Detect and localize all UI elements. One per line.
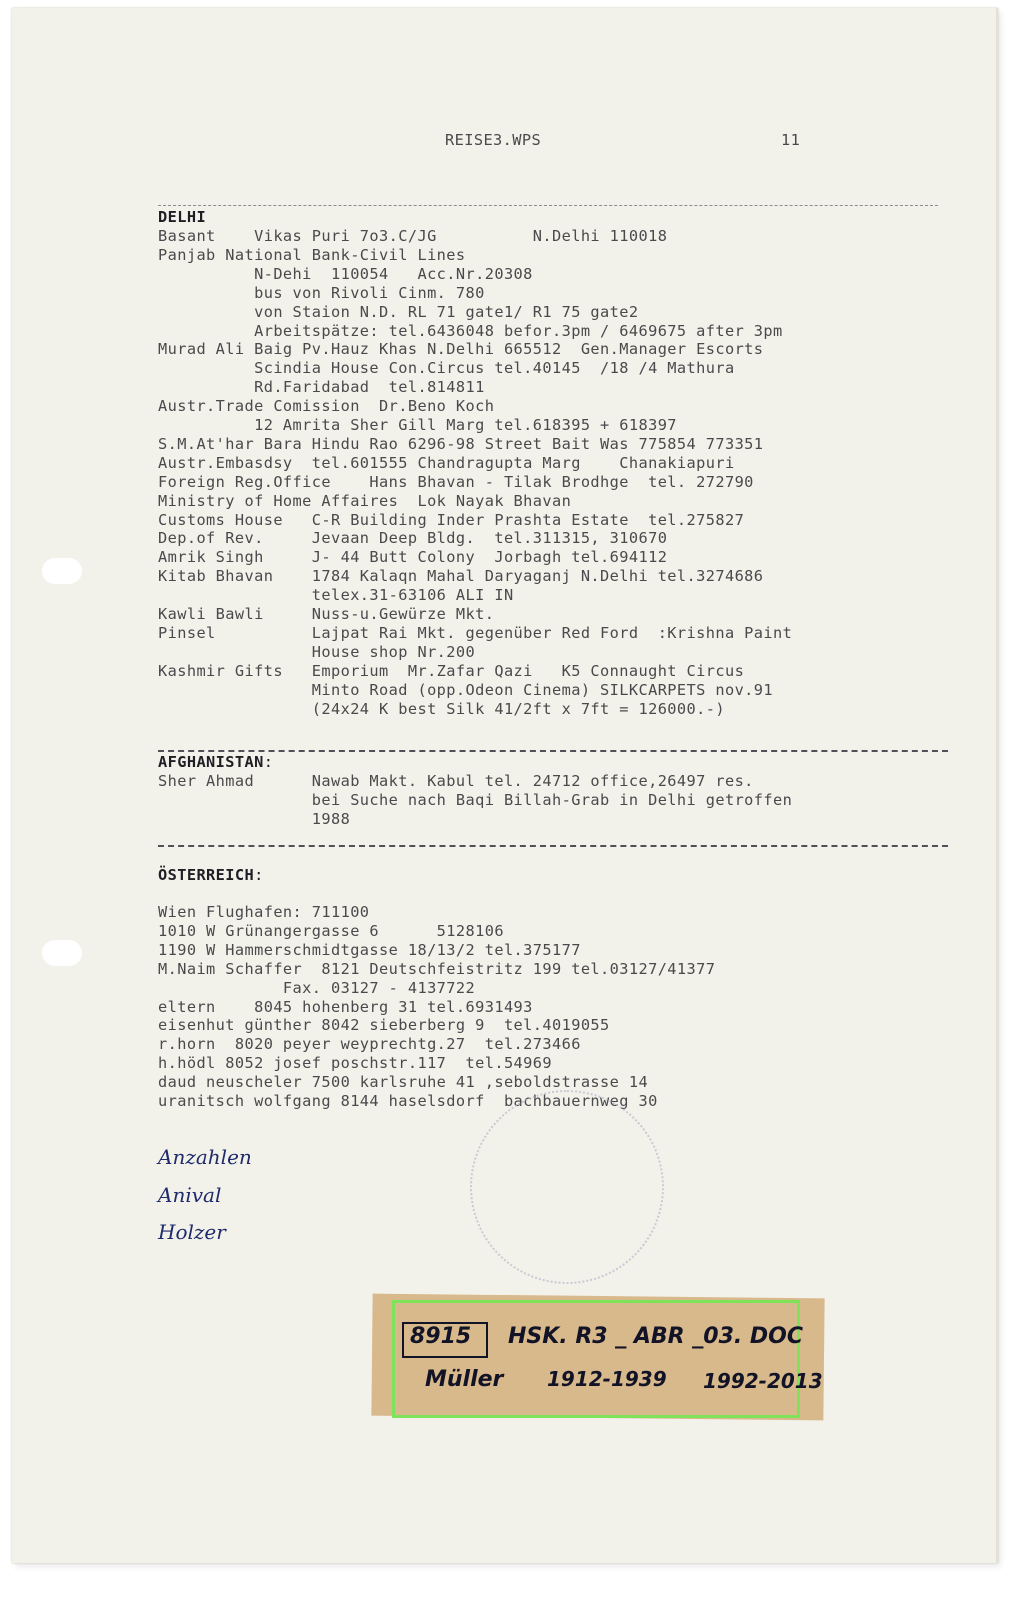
text-line: bus von Rivoli Cinm. 780 bbox=[158, 283, 485, 302]
oesterreich-title-text: ÖSTERREICH bbox=[158, 866, 255, 884]
text-line: Customs House C-R Building Inder Prashta Estate tel.275827 bbox=[158, 510, 745, 529]
text-line: Foreign Reg.Office Hans Bhavan - Tilak Brodhge tel. 272790 bbox=[158, 472, 754, 491]
faint-stamp bbox=[470, 1090, 664, 1284]
text-line: 1010 W Grünangergasse 6 5128106 bbox=[158, 921, 504, 940]
text-line: eltern 8045 hohenberg 31 tel.6931493 bbox=[158, 997, 533, 1016]
text-line: Dep.of Rev. Jevaan Deep Bldg. tel.311315, 310670 bbox=[158, 529, 668, 548]
section-title-afghanistan bbox=[158, 753, 273, 772]
text-line: Murad Ali Baig Pv.Hauz Khas N.Delhi 665512 Gen.Manager Escorts bbox=[158, 340, 764, 359]
section-title-delhi: DELHI bbox=[158, 208, 207, 226]
text-line: r.horn 8020 peyer weyprechtg.27 tel.273466 bbox=[158, 1035, 581, 1054]
text-line: Kashmir Gifts Emporium Mr.Zafar Qazi K5 Connaught Circus bbox=[158, 661, 745, 680]
text-line: telex.31-63106 ALI IN bbox=[158, 586, 514, 605]
text-line: Arbeitspätze: tel.6436048 befor.3pm / 6469675 after 3pm bbox=[158, 321, 783, 340]
archive-filename: HSK. R3 _ ABR _03. DOC bbox=[508, 1324, 804, 1349]
text-line: Kawli Bawli Nuss-u.Gewürze Mkt. bbox=[158, 605, 495, 623]
text-line: 1988 bbox=[158, 809, 351, 828]
text-line: bei Suche nach Baqi Billah-Grab in Delhi getroffen bbox=[158, 790, 793, 809]
separator bbox=[158, 750, 948, 752]
doc-filename: REISE3.WPS bbox=[445, 131, 542, 149]
text-line: N-Dehi 110054 Acc.Nr.20308 bbox=[158, 264, 533, 283]
text-line: Sher Ahmad Nawab Makt. Kabul tel. 24712 office,26497 res. bbox=[158, 772, 754, 790]
text-line: 12 Amrita Sher Gill Marg tel.618395 + 618397 bbox=[158, 416, 677, 434]
archive-years-1: 1912-1939 bbox=[547, 1367, 667, 1391]
text-line: Wien Flughafen: 711100 bbox=[158, 903, 370, 921]
text-line: Fax. 03127 - 4137722 bbox=[158, 978, 476, 997]
archive-code: 8915 bbox=[410, 1324, 472, 1349]
afghanistan-title-text: AFGHANISTAN bbox=[158, 753, 264, 771]
page-number: 11 bbox=[781, 131, 801, 149]
afghanistan-colon: : bbox=[263, 753, 274, 771]
text-line: Austr.Trade Comission Dr.Beno Koch bbox=[158, 397, 495, 416]
handwritten-note: Anival bbox=[158, 1183, 222, 1207]
text-line: Austr.Embasdsy tel.601555 Chandragupta Marg Chanakiapuri bbox=[158, 453, 735, 472]
separator bbox=[158, 205, 938, 206]
text-line: Scindia House Con.Circus tel.40145 /18 /4 Mathura bbox=[158, 359, 735, 378]
text-line: Minto Road (opp.Odeon Cinema) SILKCARPETS nov.91 bbox=[158, 680, 774, 699]
handwritten-note: Anzahlen bbox=[158, 1145, 252, 1169]
text-line: S.M.At'har Bara Hindu Rao 6296-98 Street Bait Was 775854 773351 bbox=[158, 434, 764, 453]
text-line: von Staion N.D. RL 71 gate1/ R1 75 gate2 bbox=[158, 302, 639, 321]
text-line: (24x24 K best Silk 41/2ft x 7ft = 126000.-) bbox=[158, 699, 725, 718]
punch-hole bbox=[42, 558, 82, 584]
text-line: House shop Nr.200 bbox=[158, 642, 476, 661]
handwritten-note: Holzer bbox=[158, 1220, 226, 1244]
text-line: Rd.Faridabad tel.814811 bbox=[158, 378, 485, 397]
text-line: Amrik Singh J- 44 Butt Colony Jorbagh tel.694112 bbox=[158, 548, 668, 567]
archive-years-2: 1992-2013 bbox=[703, 1369, 823, 1393]
text-line: eisenhut günther 8042 sieberberg 9 tel.4019055 bbox=[158, 1016, 610, 1035]
text-line: Pinsel Lajpat Rai Mkt. gegenüber Red Ford :Krishna Paint bbox=[158, 623, 793, 642]
oesterreich-colon: : bbox=[254, 866, 264, 884]
punch-hole bbox=[42, 940, 82, 966]
section-title-oesterreich bbox=[158, 866, 264, 885]
text-line: Kitab Bhavan 1784 Kalaqn Mahal Daryaganj N.Delhi tel.3274686 bbox=[158, 567, 764, 586]
text-line: daud neuscheler 7500 karlsruhe 41 ,seboldstrasse 14 bbox=[158, 1073, 649, 1092]
text-line: uranitsch wolfgang 8144 haselsdorf bachbauernweg 30 bbox=[158, 1092, 658, 1110]
text-line: M.Naim Schaffer 8121 Deutschfeistritz 199 tel.03127/41377 bbox=[158, 959, 716, 978]
text-line: 1190 W Hammerschmidtgasse 18/13/2 tel.375177 bbox=[158, 940, 581, 959]
separator bbox=[158, 845, 948, 847]
text-line: Basant Vikas Puri 7o3.C/JG N.Delhi 110018 bbox=[158, 227, 668, 245]
text-line: h.hödl 8052 josef poschstr.117 tel.54969 bbox=[158, 1054, 552, 1073]
text-line: Ministry of Home Affaires Lok Nayak Bhavan bbox=[158, 491, 572, 510]
text-line: Panjab National Bank-Civil Lines bbox=[158, 245, 466, 264]
archive-name: Müller bbox=[425, 1367, 504, 1392]
highlight-frame bbox=[392, 1300, 800, 1418]
